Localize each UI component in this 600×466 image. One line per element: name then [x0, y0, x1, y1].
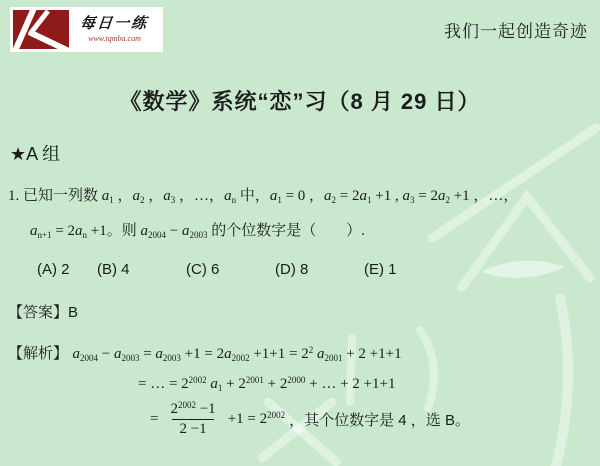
- header-logo: [10, 7, 163, 52]
- options-row: [0, 261, 600, 281]
- solution-math-1: $a_{2004} - a_{2003} = a_{2003} +1 = 2a_{2002} +1+1 = 2^2$ $a_{2001} + 2 +1+1$: [72, 345, 402, 364]
- page-title: 《数学》系统“恋”习（8 月 29 日）: [119, 89, 481, 114]
- option-d: (D) 8: [275, 261, 309, 278]
- solution-math-3: $+1 = 2^{2002}$: [227, 410, 286, 428]
- problem-line-1: 1. 已知一列数 $a_1$ ，$a_2$ ，$a_3$ ，…，$a_n$ 中，$a_1 = 0$ ，$a_2 = 2a_1 +1$ , $a_3 = 2a_2 +1$ ，…，: [8, 188, 519, 206]
- problem-line-2: $a_{n+1} = 2a_n +1$。则 $a_{2004} - a_{2003}$ 的个位数字是（ ）.: [30, 223, 365, 241]
- fraction: [163, 400, 222, 438]
- option-e: (E) 1: [364, 261, 397, 278]
- answer-value: B: [68, 304, 79, 321]
- brand-logo-icon: [13, 10, 69, 49]
- equals-sign: =: [150, 410, 159, 427]
- header-slogan: 我们一起创造奇迹: [444, 22, 588, 41]
- brand-name: 每日一练: [79, 15, 150, 32]
- solution-label: 【解析】: [8, 345, 69, 362]
- option-a: (A) 2: [37, 261, 70, 278]
- solution-conclusion: ，其个位数字是 4 ，选 B。: [289, 411, 470, 429]
- group-label: ★A 组: [10, 144, 61, 164]
- answer-label: 【答案】: [8, 304, 69, 321]
- fraction-denominator: 2 −1: [172, 419, 213, 438]
- solution-line-3: [150, 400, 470, 438]
- option-c: (C) 6: [186, 261, 220, 278]
- solution-line-2: = … = $2^{2002}$ $a_1 + 2^{2001} + 2^{2000}$ + … + 2 +1+1: [138, 375, 396, 394]
- brand-website: www.tqmba.com: [88, 33, 141, 43]
- fraction-numerator: $2^{2002} -1$: [170, 400, 216, 417]
- solution-line-1: [8, 342, 402, 363]
- answer-line: [8, 301, 78, 322]
- option-b: (B) 4: [97, 261, 130, 278]
